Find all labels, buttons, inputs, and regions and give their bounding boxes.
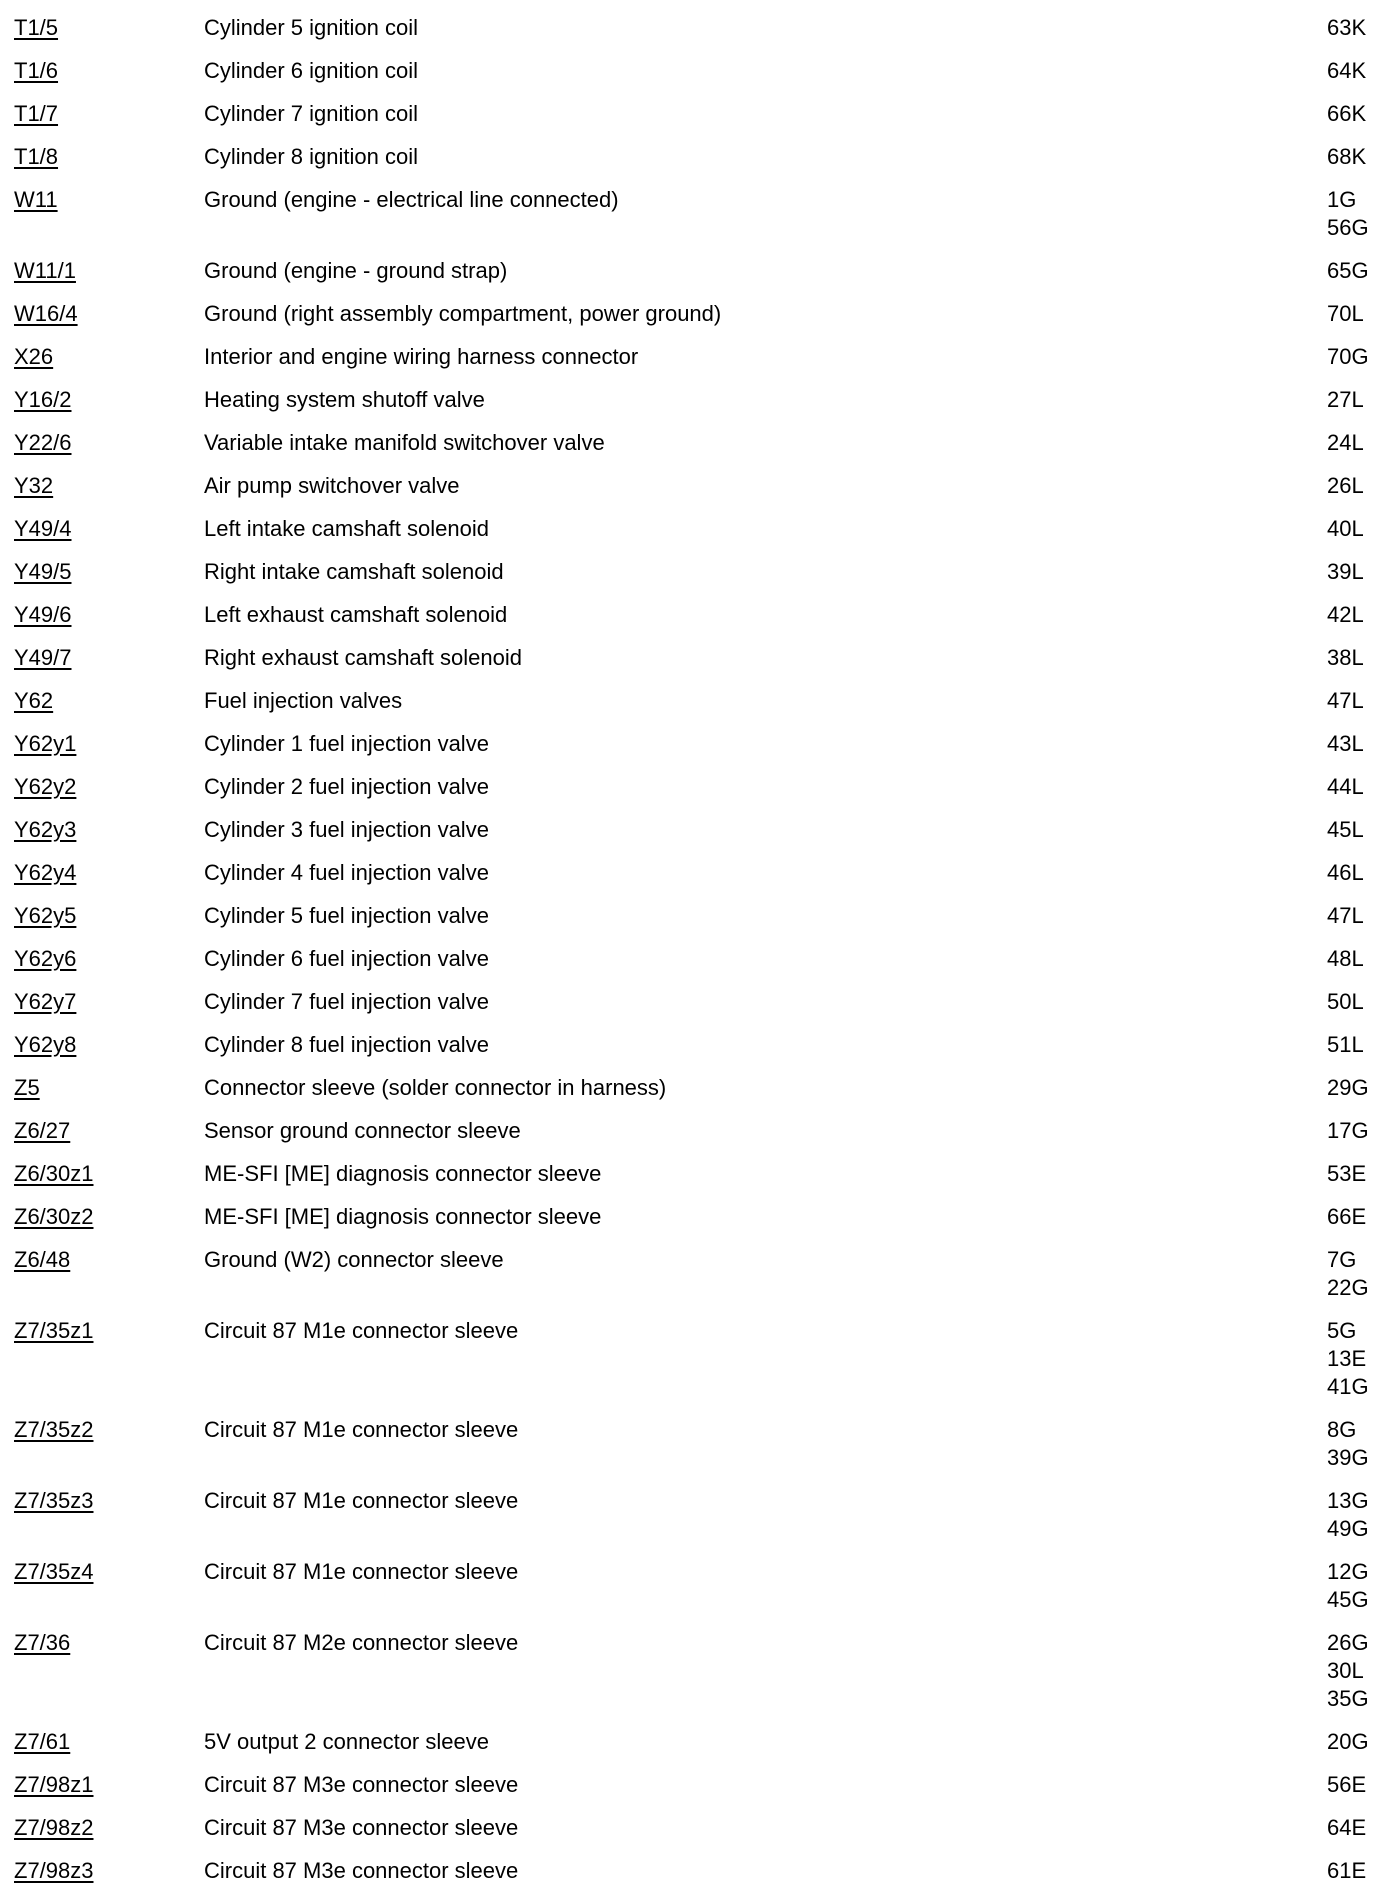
component-description: Connector sleeve (solder connector in harness) [204, 1075, 667, 1100]
component-code-link[interactable]: Z7/61 [14, 1729, 71, 1754]
component-code-link[interactable]: Y49/6 [14, 602, 72, 627]
grid-locations [1327, 902, 1364, 930]
component-description: Left exhaust camshaft solenoid [204, 602, 508, 627]
component-description: Cylinder 8 ignition coil [204, 144, 418, 169]
component-description: Air pump switchover valve [204, 473, 460, 498]
component-description: Circuit 87 M1e connector sleeve [204, 1318, 519, 1343]
component-description: Cylinder 4 fuel injection valve [204, 860, 489, 885]
component-code-link[interactable]: Z7/35z4 [14, 1559, 94, 1584]
component-code-link[interactable]: Y16/2 [14, 387, 72, 412]
component-code-link[interactable]: W11 [14, 187, 58, 212]
grid-locations [1327, 859, 1364, 887]
component-description: Right exhaust camshaft solenoid [204, 645, 522, 670]
component-description: Variable intake manifold switchover valve [204, 430, 605, 455]
component-description: Fuel injection valves [204, 688, 403, 713]
grid-locations [1327, 1814, 1366, 1842]
grid-locations [1327, 1771, 1366, 1799]
grid-location: 65G [1327, 258, 1369, 283]
grid-location: 61E [1327, 1858, 1367, 1883]
grid-location: 17G [1327, 1118, 1369, 1143]
component-description: Sensor ground connector sleeve [204, 1118, 521, 1143]
component-code-link[interactable]: Z6/30z1 [14, 1161, 94, 1186]
grid-locations [1327, 1074, 1369, 1102]
component-description: Circuit 87 M3e connector sleeve [204, 1815, 519, 1840]
component-description: Interior and engine wiring harness connector [204, 344, 639, 369]
grid-locations [1327, 988, 1364, 1016]
component-code-link[interactable]: Y62y7 [14, 989, 77, 1014]
grid-location: 1G [1327, 187, 1357, 212]
component-description: ME-SFI [ME] diagnosis connector sleeve [204, 1204, 602, 1229]
grid-locations [1327, 945, 1364, 973]
grid-location: 24L [1327, 430, 1364, 455]
component-code-link[interactable]: Y62y8 [14, 1032, 77, 1057]
component-description: Cylinder 8 fuel injection valve [204, 1032, 489, 1057]
component-code-link[interactable]: Z5 [14, 1075, 40, 1100]
component-description: Circuit 87 M2e connector sleeve [204, 1630, 519, 1655]
grid-location: 5G [1327, 1318, 1357, 1343]
grid-location: 47L [1327, 903, 1364, 928]
component-code-link[interactable]: Z7/35z3 [14, 1488, 94, 1513]
grid-location: 42L [1327, 602, 1364, 627]
component-code-link[interactable]: Y62y3 [14, 817, 77, 842]
component-description: Circuit 87 M3e connector sleeve [204, 1858, 519, 1883]
component-code-link[interactable]: Y62y2 [14, 774, 77, 799]
grid-location: 43L [1327, 731, 1364, 756]
component-description: Cylinder 6 ignition coil [204, 58, 418, 83]
grid-location: 12G [1327, 1559, 1369, 1584]
component-description: Ground (W2) connector sleeve [204, 1247, 504, 1272]
component-code-link[interactable]: Z6/48 [14, 1247, 71, 1272]
component-description: Cylinder 5 ignition coil [204, 15, 418, 40]
component-code-link[interactable]: Z7/98z2 [14, 1815, 94, 1840]
component-description: Cylinder 5 fuel injection valve [204, 903, 489, 928]
component-description: Right intake camshaft solenoid [204, 559, 504, 584]
component-code-link[interactable]: Z7/36 [14, 1630, 71, 1655]
component-code-link[interactable]: W16/4 [14, 301, 78, 326]
grid-location: 66E [1327, 1204, 1367, 1229]
grid-locations [1327, 429, 1364, 457]
grid-location: 38L [1327, 645, 1364, 670]
grid-locations [1327, 515, 1364, 543]
grid-location: 56E [1327, 1772, 1367, 1797]
grid-locations [1327, 300, 1364, 328]
component-code-link[interactable]: X26 [14, 344, 54, 369]
grid-location: 8G [1327, 1417, 1357, 1442]
grid-locations [1327, 730, 1364, 758]
grid-locations [1327, 1160, 1366, 1188]
grid-location: 26L [1327, 473, 1364, 498]
component-code-link[interactable]: Y49/5 [14, 559, 72, 584]
component-code-link[interactable]: Y49/7 [14, 645, 72, 670]
component-code-link[interactable]: W11/1 [14, 258, 76, 283]
component-code-link[interactable]: Y62y1 [14, 731, 77, 756]
grid-location: 39L [1327, 559, 1364, 584]
component-description: Circuit 87 M1e connector sleeve [204, 1417, 519, 1442]
grid-locations [1327, 1317, 1369, 1401]
component-code-link[interactable]: Y62y5 [14, 903, 77, 928]
grid-location: 27L [1327, 387, 1364, 412]
grid-locations [1327, 773, 1364, 801]
component-code-link[interactable]: Y22/6 [14, 430, 72, 455]
grid-locations [1327, 558, 1364, 586]
grid-location: 47L [1327, 688, 1364, 713]
component-description: Left intake camshaft solenoid [204, 516, 489, 541]
component-description: Cylinder 7 ignition coil [204, 101, 418, 126]
grid-location: 66K [1327, 101, 1367, 126]
grid-location: 70G [1327, 344, 1369, 369]
grid-locations [1327, 1031, 1364, 1059]
grid-location: 30L [1327, 1658, 1364, 1683]
grid-location: 45G [1327, 1587, 1369, 1612]
component-code-link[interactable]: Z7/98z1 [14, 1772, 94, 1797]
grid-location: 48L [1327, 946, 1364, 971]
component-description: Cylinder 6 fuel injection valve [204, 946, 489, 971]
component-description: Circuit 87 M3e connector sleeve [204, 1772, 519, 1797]
grid-location: 46L [1327, 860, 1364, 885]
grid-location: 40L [1327, 516, 1364, 541]
component-code-link[interactable]: Z6/27 [14, 1118, 71, 1143]
grid-locations [1327, 644, 1364, 672]
grid-locations [1327, 1246, 1369, 1302]
component-code-link[interactable]: Y32 [14, 473, 54, 498]
grid-locations [1327, 186, 1369, 242]
grid-location: 49G [1327, 1516, 1369, 1541]
grid-location: 13G [1327, 1488, 1369, 1513]
component-description: Heating system shutoff valve [204, 387, 485, 412]
component-code-link[interactable]: T1/8 [14, 144, 59, 169]
component-code-link[interactable]: Y62y4 [14, 860, 77, 885]
grid-location: 29G [1327, 1075, 1369, 1100]
grid-locations [1327, 14, 1366, 42]
grid-location: 44L [1327, 774, 1364, 799]
grid-locations [1327, 472, 1364, 500]
component-description: Circuit 87 M1e connector sleeve [204, 1488, 519, 1513]
component-code-link[interactable]: Y49/4 [14, 516, 72, 541]
grid-locations [1327, 601, 1364, 629]
component-description: ME-SFI [ME] diagnosis connector sleeve [204, 1161, 602, 1186]
component-description: Ground (engine - electrical line connected) [204, 187, 619, 212]
grid-locations [1327, 343, 1369, 371]
grid-location: 41G [1327, 1374, 1369, 1399]
grid-locations [1327, 816, 1364, 844]
grid-location: 45L [1327, 817, 1364, 842]
grid-locations [1327, 1558, 1369, 1614]
grid-location: 50L [1327, 989, 1364, 1014]
component-code-link[interactable]: Y62y6 [14, 946, 77, 971]
grid-locations [1327, 57, 1366, 85]
component-code-link[interactable]: Z6/30z2 [14, 1204, 94, 1229]
grid-location: 39G [1327, 1445, 1369, 1470]
grid-location: 22G [1327, 1275, 1369, 1300]
grid-locations [1327, 1857, 1366, 1885]
grid-location: 35G [1327, 1686, 1369, 1711]
grid-location: 53E [1327, 1161, 1367, 1186]
component-description: Cylinder 2 fuel injection valve [204, 774, 489, 799]
component-description: Cylinder 3 fuel injection valve [204, 817, 489, 842]
component-description: Circuit 87 M1e connector sleeve [204, 1559, 519, 1584]
grid-location: 26G [1327, 1630, 1369, 1655]
grid-location: 51L [1327, 1032, 1364, 1057]
component-description: Cylinder 7 fuel injection valve [204, 989, 489, 1014]
component-description: Ground (engine - ground strap) [204, 258, 508, 283]
grid-locations [1327, 1416, 1369, 1472]
component-code-link[interactable]: T1/5 [14, 15, 59, 40]
grid-location: 68K [1327, 144, 1367, 169]
grid-locations [1327, 687, 1364, 715]
grid-locations [1327, 1117, 1369, 1145]
component-description: Cylinder 1 fuel injection valve [204, 731, 489, 756]
component-code-link[interactable]: T1/7 [14, 101, 59, 126]
grid-locations [1327, 1629, 1369, 1713]
component-code-link[interactable]: Z7/35z1 [14, 1318, 94, 1343]
grid-locations [1327, 257, 1369, 285]
grid-locations [1327, 386, 1364, 414]
grid-locations [1327, 1487, 1369, 1543]
component-description: Ground (right assembly compartment, power ground) [204, 301, 722, 326]
component-description: 5V output 2 connector sleeve [204, 1729, 489, 1754]
grid-location: 56G [1327, 215, 1369, 240]
component-code-link[interactable]: Y62 [14, 688, 54, 713]
grid-location: 63K [1327, 15, 1367, 40]
grid-locations [1327, 143, 1366, 171]
grid-location: 70L [1327, 301, 1364, 326]
component-code-link[interactable]: Z7/35z2 [14, 1417, 94, 1442]
component-code-link[interactable]: Z7/98z3 [14, 1858, 94, 1883]
grid-locations [1327, 1203, 1366, 1231]
component-code-link[interactable]: T1/6 [14, 58, 59, 83]
grid-location: 13E [1327, 1346, 1367, 1371]
grid-location: 7G [1327, 1247, 1357, 1272]
grid-locations [1327, 1728, 1369, 1756]
grid-location: 20G [1327, 1729, 1369, 1754]
grid-locations [1327, 100, 1366, 128]
grid-location: 64E [1327, 1815, 1367, 1840]
grid-location: 64K [1327, 58, 1367, 83]
